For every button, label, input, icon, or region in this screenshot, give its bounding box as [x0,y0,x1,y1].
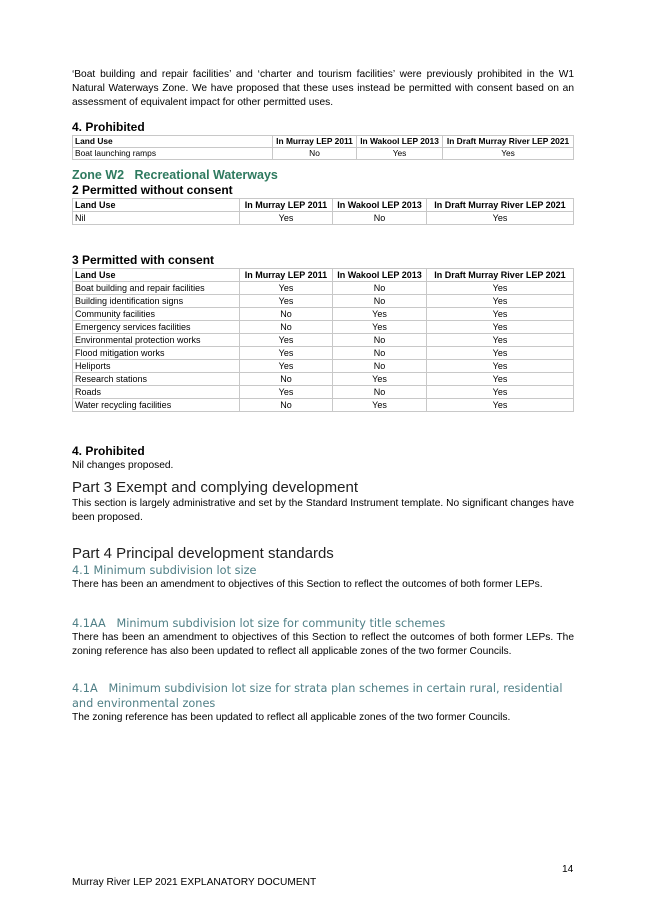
cell-draft: Yes [427,334,574,347]
header-draft: In Draft Murray River LEP 2021 [427,269,574,282]
table-row [73,295,574,308]
cell-land-use: Water recycling facilities [73,399,240,412]
cell-murray: No [273,148,357,160]
intro-paragraph: ‘Boat building and repair facilities’ and ‘charter and tourism facilities’ were previously prohibited in the W1 Natural Waterways Zone. We have proposed that these uses instead be permitted with consent based on an assessment of equivalent impact for other permitted uses. [72,69,574,108]
cell-draft: Yes [427,386,574,399]
cell-draft: Yes [427,295,574,308]
permitted-with-table [72,268,574,412]
section-4-1-title: 4.1 Minimum subdivision lot size [72,564,257,577]
header-draft: In Draft Murray River LEP 2021 [443,136,574,148]
header-wakool: In Wakool LEP 2013 [333,269,427,282]
header-murray: In Murray LEP 2011 [240,269,333,282]
cell-wakool: Yes [333,373,427,386]
cell-draft: Yes [427,308,574,321]
zone-code: Zone W2 [72,168,125,182]
cell-murray: Yes [240,282,333,295]
table-header-row [73,136,574,148]
cell-land-use: Heliports [73,360,240,373]
header-draft: In Draft Murray River LEP 2021 [427,199,574,212]
cell-land-use: Nil [73,212,240,225]
w1-prohibited-table [72,135,574,160]
table-row [73,308,574,321]
table-header-row [73,269,574,282]
permitted-without-table [72,198,574,225]
header-land-use: Land Use [73,269,240,282]
table-row [73,148,574,160]
section-4-1a-text: The zoning reference has been updated to reflect all applicable zones of the two former Councils. [72,712,511,723]
table-row [73,334,574,347]
section-4-1a-title: 4.1A Minimum subdivision lot size for strata plan schemes in certain rural, residential and environmental zones [72,682,567,710]
section-4-1-text: There has been an amendment to objectives of this Section to reflect the outcomes of both former LEPs. [72,579,543,590]
table-row [73,373,574,386]
cell-murray: No [240,321,333,334]
cell-draft: Yes [427,282,574,295]
w2-prohibited-text: Nil changes proposed. [72,460,174,471]
part3-text: This section is largely administrative and set by the Standard Instrument template. No significant changes have been proposed. [72,498,574,523]
zone-w2-heading [72,168,574,183]
section-4-1aa-title: 4.1AA Minimum subdivision lot size for community title schemes [72,617,446,630]
cell-wakool: No [333,347,427,360]
cell-wakool: No [333,386,427,399]
cell-land-use: Flood mitigation works [73,347,240,360]
cell-draft: Yes [427,399,574,412]
cell-land-use: Roads [73,386,240,399]
part4-title: Part 4 Principal development standards [72,545,334,562]
cell-murray: No [240,373,333,386]
cell-wakool: Yes [357,148,443,160]
cell-murray: Yes [240,295,333,308]
cell-murray: No [240,308,333,321]
cell-murray: Yes [240,334,333,347]
cell-draft: Yes [427,373,574,386]
document-page [72,68,574,725]
cell-murray: No [240,399,333,412]
cell-draft: Yes [427,360,574,373]
cell-wakool: Yes [333,399,427,412]
table-row [73,321,574,334]
cell-land-use: Boat launching ramps [73,148,273,160]
cell-land-use: Building identification signs [73,295,240,308]
cell-land-use: Community facilities [73,308,240,321]
w2-prohibited-heading: 4. Prohibited [72,444,145,458]
cell-draft: Yes [443,148,574,160]
permitted-without-heading: 2 Permitted without consent [72,183,233,197]
page-number: 14 [562,864,574,875]
table-row [73,282,574,295]
zone-title: Recreational Waterways [134,168,278,182]
cell-wakool: Yes [333,321,427,334]
cell-land-use: Research stations [73,373,240,386]
table-row [73,212,574,225]
section-4-1aa-text: There has been an amendment to objectives of this Section to reflect the outcomes of both former LEPs. The zoning reference has also been updated to reflect all applicable zones of the two former Councils. [72,632,574,657]
header-wakool: In Wakool LEP 2013 [333,199,427,212]
permitted-with-heading: 3 Permitted with consent [72,253,215,267]
page-footer: Murray River LEP 2021 EXPLANATORY DOCUMENT [72,877,317,888]
cell-murray: Yes [240,347,333,360]
cell-wakool: No [333,295,427,308]
cell-land-use: Emergency services facilities [73,321,240,334]
header-land-use: Land Use [73,136,273,148]
cell-wakool: No [333,334,427,347]
table-row [73,360,574,373]
table-row [73,399,574,412]
cell-wakool: No [333,360,427,373]
header-murray: In Murray LEP 2011 [240,199,333,212]
cell-draft: Yes [427,321,574,334]
cell-wakool: No [333,212,427,225]
table-row [73,386,574,399]
header-land-use: Land Use [73,199,240,212]
cell-wakool: Yes [333,308,427,321]
header-murray: In Murray LEP 2011 [273,136,357,148]
cell-draft: Yes [427,212,574,225]
cell-land-use: Boat building and repair facilities [73,282,240,295]
cell-murray: Yes [240,386,333,399]
table-row [73,347,574,360]
header-wakool: In Wakool LEP 2013 [357,136,443,148]
cell-land-use: Environmental protection works [73,334,240,347]
part3-title: Part 3 Exempt and complying development [72,479,358,496]
w1-prohibited-heading: 4. Prohibited [72,120,145,134]
cell-draft: Yes [427,347,574,360]
table-header-row [73,199,574,212]
cell-murray: Yes [240,360,333,373]
cell-murray: Yes [240,212,333,225]
cell-wakool: No [333,282,427,295]
